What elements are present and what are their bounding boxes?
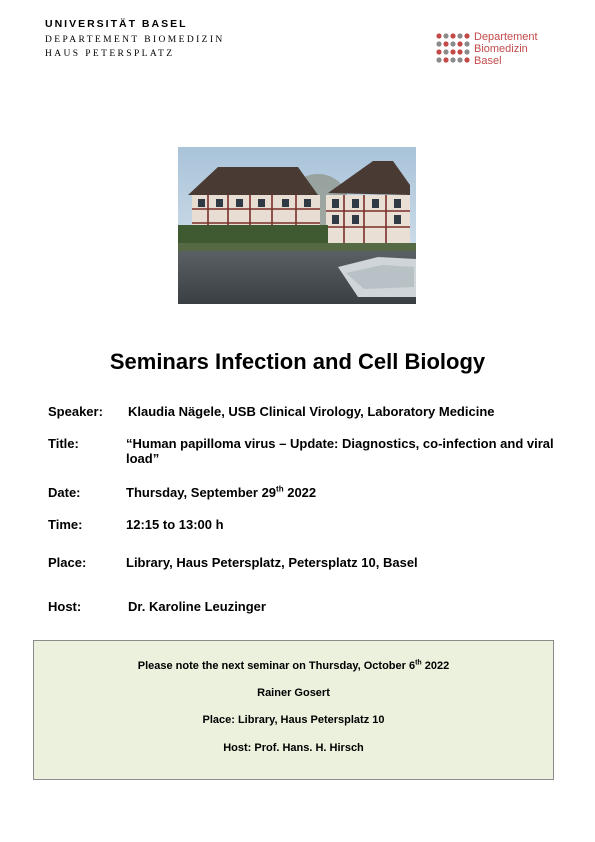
date-day: Thursday, September 29 [126,485,277,500]
time-label: Time: [48,517,83,532]
next-seminar-place: Place: Library, Haus Petersplatz 10 [202,714,385,726]
speaker-label: Speaker: [48,404,103,419]
next-seminar-box [33,640,554,780]
departement-biomedizin-logo [436,30,566,72]
logo-line-basel: Basel [474,55,502,67]
place-label: Place: [48,555,87,570]
title-label: Title: [48,436,79,451]
logo-line-biomedizin: Biomedizin [474,43,528,55]
next-seminar-year: 2022 [421,660,450,672]
date-ordinal: th [276,484,284,494]
building-name: HAUS PETERSPLATZ [45,49,175,59]
time-value: 12:15 to 13:00 h [126,517,224,532]
seminar-series-title: Seminars Infection and Cell Biology [109,349,486,374]
date-year: 2022 [283,485,317,500]
host-value: Dr. Karoline Leuzinger [128,599,266,614]
next-seminar-date: Please note the next seminar on Thursday, October 6 [137,660,416,672]
next-seminar-speaker: Rainer Gosert [257,687,330,699]
next-seminar-host: Host: Prof. Hans. H. Hirsch [223,742,364,754]
department-name: DEPARTEMENT BIOMEDIZIN [45,34,225,45]
logo-dots-icon [436,32,472,68]
logo-line-departement: Departement [474,31,538,43]
next-seminar-ordinal: th [415,659,422,667]
haus-petersplatz-photo [178,147,416,304]
date-label: Date: [48,485,81,500]
university-header [45,19,225,65]
next-seminar-note [34,660,553,672]
date-value [126,485,566,500]
place-value: Library, Haus Petersplatz, Petersplatz 10, Basel [126,555,418,570]
talk-title-value: “Human papilloma virus – Update: Diagnostics, co-infection and viral load” [126,436,554,466]
host-label: Host: [48,599,82,614]
speaker-value: Klaudia Nägele, USB Clinical Virology, Laboratory Medicine [128,404,495,419]
university-name: UNIVERSITÄT BASEL [45,18,188,30]
